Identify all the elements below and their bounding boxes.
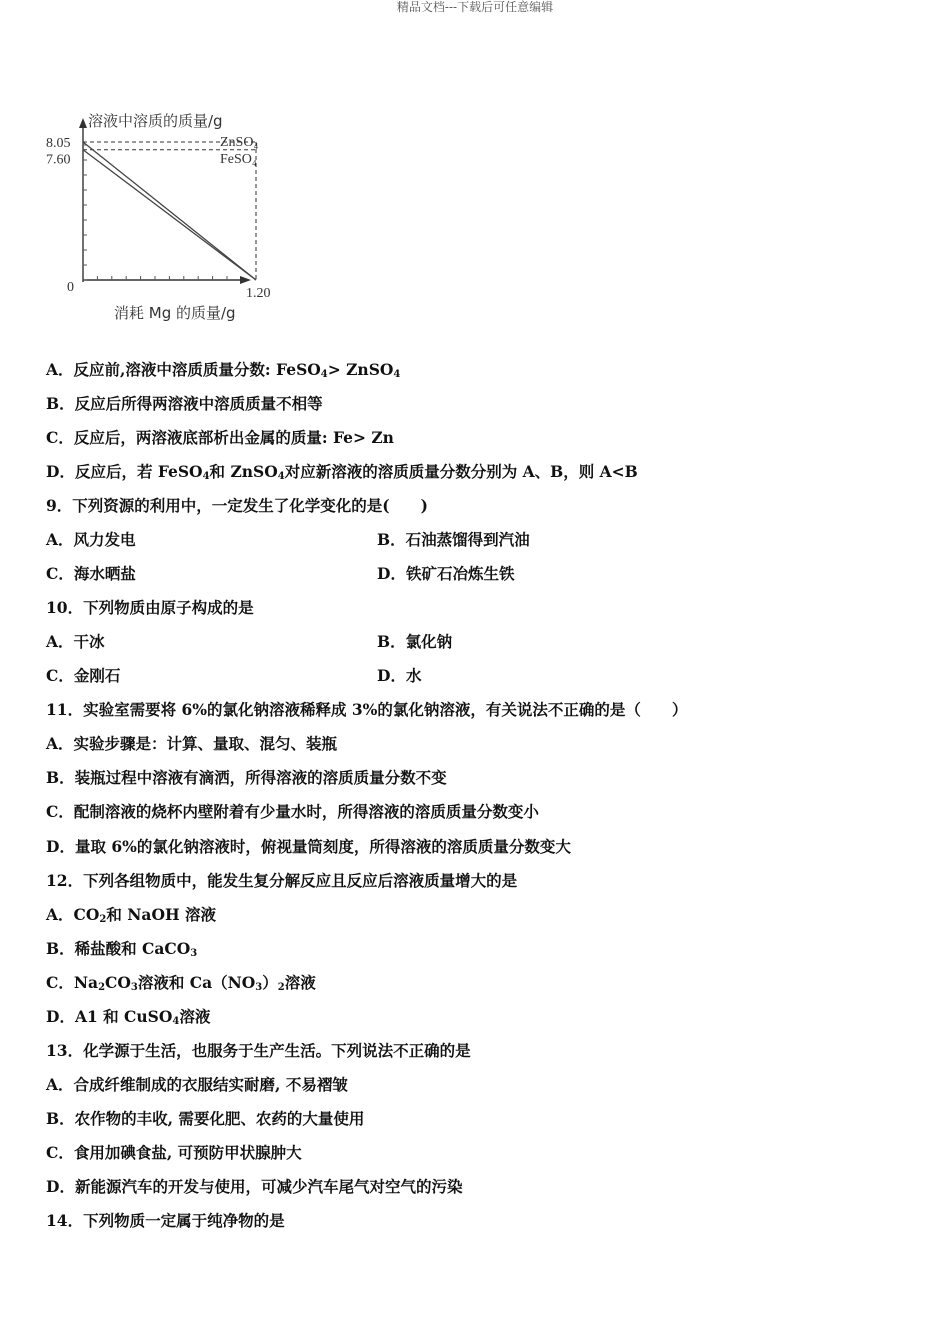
option-text: 水 <box>405 666 422 685</box>
option-text: 溶液 <box>284 973 316 992</box>
subscript: 3 <box>190 948 198 959</box>
subscript: 4 <box>393 369 401 380</box>
q9-stem: 9．下列资源的利用中，一定发生了化学变化的是( ) <box>46 496 428 515</box>
q11-option-a[interactable] <box>46 733 337 755</box>
q11-option-b[interactable] <box>46 767 447 789</box>
option-label: C． <box>46 564 74 583</box>
option-text: 配制溶液的烧杯内壁附着有少量水时，所得溶液的溶质质量分数变小 <box>73 802 539 821</box>
y-axis-label: 溶液中溶质的质量/g <box>88 112 223 130</box>
q8-option-b[interactable] <box>46 393 323 415</box>
option-text: 新能源汽车的开发与使用，可减少汽车尾气对空气的污染 <box>74 1177 463 1196</box>
y-tick-label-high: 8.05 <box>46 136 71 151</box>
q10-option-c[interactable] <box>46 665 120 687</box>
option-label: A． <box>46 734 74 753</box>
option-text: Na <box>73 973 99 992</box>
option-label: A． <box>46 632 74 651</box>
option-text: 干冰 <box>73 632 105 651</box>
option-text: 装瓶过程中溶液有滴洒，所得溶液的溶质质量分数不变 <box>74 768 447 787</box>
subscript: 4 <box>202 471 210 482</box>
q10-option-b[interactable] <box>377 631 452 653</box>
q10-option-d[interactable] <box>377 665 421 687</box>
option-text: 实验步骤是：计算、量取、混匀、装瓶 <box>73 734 338 753</box>
option-text: 合成纤维制成的衣服结实耐磨, 不易褶皱 <box>73 1075 348 1094</box>
option-label: D． <box>46 837 75 856</box>
q8-option-c[interactable] <box>46 427 394 449</box>
option-label: B． <box>377 632 406 651</box>
option-label: C． <box>46 973 74 992</box>
option-label: D． <box>377 564 406 583</box>
option-text: > ZnSO <box>327 360 394 379</box>
option-label: A． <box>46 530 74 549</box>
subscript: 4 <box>320 369 328 380</box>
option-text: 风力发电 <box>73 530 136 549</box>
option-text: 反应前,溶液中溶质质量分数: FeSO <box>73 360 321 379</box>
option-label: A． <box>46 1075 74 1094</box>
option-label: C． <box>46 428 74 447</box>
y-axis-arrow-icon <box>79 118 87 128</box>
option-text: 反应后，两溶液底部析出金属的质量: Fe> Zn <box>73 428 394 447</box>
option-text: 石油蒸馏得到汽油 <box>405 530 530 549</box>
q12-option-b[interactable] <box>46 938 197 960</box>
option-text: 海水晒盐 <box>73 564 136 583</box>
option-label: C． <box>46 666 74 685</box>
q13-option-b[interactable] <box>46 1108 364 1130</box>
option-text: A1 和 CuSO <box>74 1007 173 1026</box>
origin-label: 0 <box>67 280 74 295</box>
option-text: ） <box>262 973 278 992</box>
option-text: 溶液和 Ca（NO <box>137 973 256 992</box>
option-label: C． <box>46 802 74 821</box>
q8-option-d[interactable] <box>46 461 638 483</box>
option-text: 反应后所得两溶液中溶质质量不相等 <box>74 394 323 413</box>
subscript: 4 <box>277 471 285 482</box>
series-label-znso4: ZnSO₄ <box>220 135 259 150</box>
mass-chart <box>40 104 290 334</box>
option-label: B． <box>46 768 75 787</box>
q12-option-a[interactable] <box>46 904 216 926</box>
option-text: CO <box>105 973 131 992</box>
x-tick-label: 1.20 <box>246 286 271 301</box>
q13-option-c[interactable] <box>46 1142 302 1164</box>
subscript: 4 <box>172 1016 180 1027</box>
subscript: 2 <box>277 982 285 993</box>
page-header: 精品文档---下载后可任意编辑 <box>396 0 554 14</box>
chart-svg <box>40 104 290 334</box>
option-text: 食用加碘食盐, 可预防甲状腺肿大 <box>73 1143 302 1162</box>
option-text: 金刚石 <box>73 666 121 685</box>
option-text: 对应新溶液的溶质质量分数分别为 A、B，则 A<B <box>284 462 638 481</box>
option-text: 和 ZnSO <box>209 462 278 481</box>
option-label: B． <box>46 394 75 413</box>
q9-option-d[interactable] <box>377 563 514 585</box>
q13-option-d[interactable] <box>46 1176 462 1198</box>
q11-stem: 11．实验室需要将 6%的氯化钠溶液稀释成 3%的氯化钠溶液，有关说法不正确的是（ ） <box>46 700 688 719</box>
option-label: B． <box>46 939 75 958</box>
subscript: 2 <box>98 982 106 993</box>
option-text: 铁矿石冶炼生铁 <box>405 564 515 583</box>
q11-option-d[interactable] <box>46 836 571 858</box>
option-text: 稀盐酸和 CaCO <box>74 939 191 958</box>
q13-option-a[interactable] <box>46 1074 348 1096</box>
q12-option-d[interactable] <box>46 1006 210 1028</box>
y-tick-label-low: 7.60 <box>46 152 71 168</box>
option-text: 反应后，若 FeSO <box>74 462 203 481</box>
option-text: 氯化钠 <box>405 632 453 651</box>
q14-stem: 14．下列物质一定属于纯净物的是 <box>46 1211 285 1230</box>
option-label: B． <box>46 1109 75 1128</box>
option-text: 量取 6%的氯化钠溶液时，俯视量筒刻度，所得溶液的溶质质量分数变大 <box>74 837 571 856</box>
q11-option-c[interactable] <box>46 801 539 823</box>
x-axis-arrow-icon <box>240 276 251 284</box>
option-text: 溶液 <box>179 1007 211 1026</box>
q12-stem: 12．下列各组物质中，能发生复分解反应且反应后溶液质量增大的是 <box>46 871 518 890</box>
option-text: CO <box>73 905 100 924</box>
subscript: 3 <box>130 982 138 993</box>
x-axis-label: 消耗 Mg 的质量/g <box>114 304 236 322</box>
q9-option-b[interactable] <box>377 529 530 551</box>
subscript: 3 <box>255 982 263 993</box>
option-label: D． <box>46 1177 75 1196</box>
q9-option-c[interactable] <box>46 563 136 585</box>
q13-stem: 13．化学源于生活，也服务于生产生活。下列说法不正确的是 <box>46 1041 471 1060</box>
option-text: 农作物的丰收, 需要化肥、农药的大量使用 <box>74 1109 365 1128</box>
q9-option-a[interactable] <box>46 529 136 551</box>
series-line-feso4 <box>83 150 256 280</box>
q12-option-c[interactable] <box>46 972 316 994</box>
option-label: D． <box>46 462 75 481</box>
option-text: 和 NaOH 溶液 <box>106 905 216 924</box>
subscript: 2 <box>99 914 107 925</box>
series-label-feso4: FeSO₄ <box>220 152 257 167</box>
option-label: D． <box>377 666 406 685</box>
option-label: B． <box>377 530 406 549</box>
q10-stem: 10．下列物质由原子构成的是 <box>46 598 254 617</box>
option-label: A． <box>46 905 74 924</box>
option-label: C． <box>46 1143 74 1162</box>
option-label: A． <box>46 360 74 379</box>
option-label: D． <box>46 1007 75 1026</box>
q10-option-a[interactable] <box>46 631 105 653</box>
q8-option-a[interactable] <box>46 359 400 381</box>
